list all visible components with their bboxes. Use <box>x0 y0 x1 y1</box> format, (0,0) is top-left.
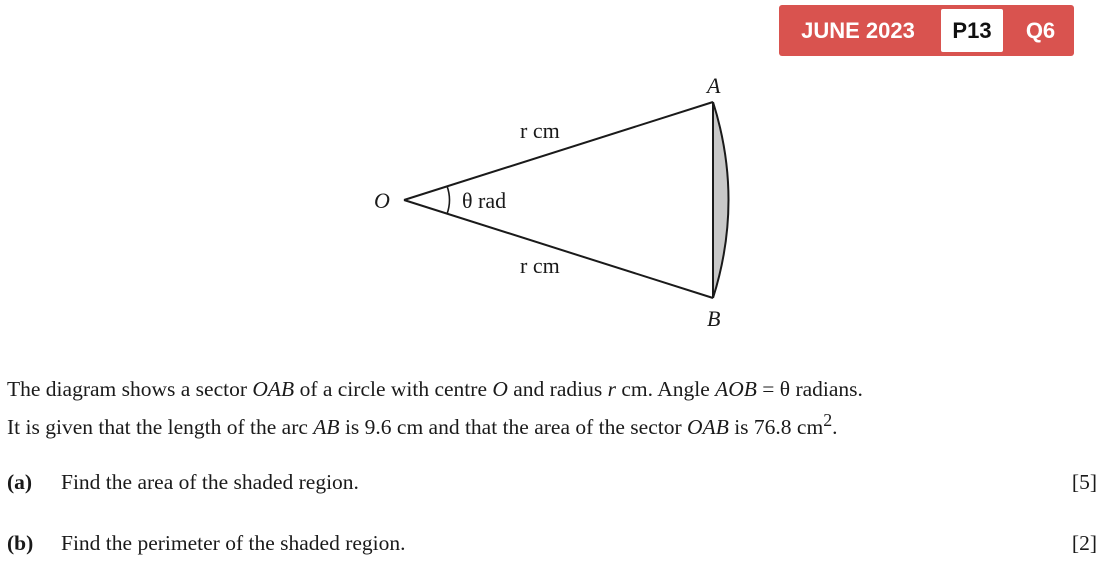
label-angle: θ rad <box>462 188 507 213</box>
part-marks: [5] <box>1071 470 1097 494</box>
part-marks: [2] <box>1071 531 1097 555</box>
angle-arc <box>447 186 450 214</box>
question-stem <box>7 374 1097 443</box>
label-b: B <box>707 306 721 331</box>
radius-oa <box>404 102 713 200</box>
part-text: Find the perimeter of the shaded region. <box>61 531 406 555</box>
label-radius-bottom: r cm <box>520 253 560 278</box>
label-o: O <box>374 188 390 213</box>
question-number: Q6 <box>1025 17 1056 43</box>
question-part-b <box>7 531 1097 556</box>
radius-ob <box>404 200 713 298</box>
label-a: A <box>707 73 721 98</box>
part-label: (b) <box>7 531 34 555</box>
paper-code: P13 <box>941 9 1003 52</box>
stem-line-1: The diagram shows a sector OAB of a circle with centre O and radius r cm. Angle AOB = θ radians. <box>7 377 863 401</box>
stem-line-2: It is given that the length of the arc AB is 9.6 cm and that the area of the sector OAB is 76.8 $cm^2$. <box>7 410 838 440</box>
question-part-a <box>7 470 1097 495</box>
exam-session: JUNE 2023 <box>801 17 915 43</box>
label-radius-top: r cm <box>520 118 560 143</box>
part-text: Find the area of the shaded region. <box>61 470 359 494</box>
part-label: (a) <box>7 470 33 494</box>
